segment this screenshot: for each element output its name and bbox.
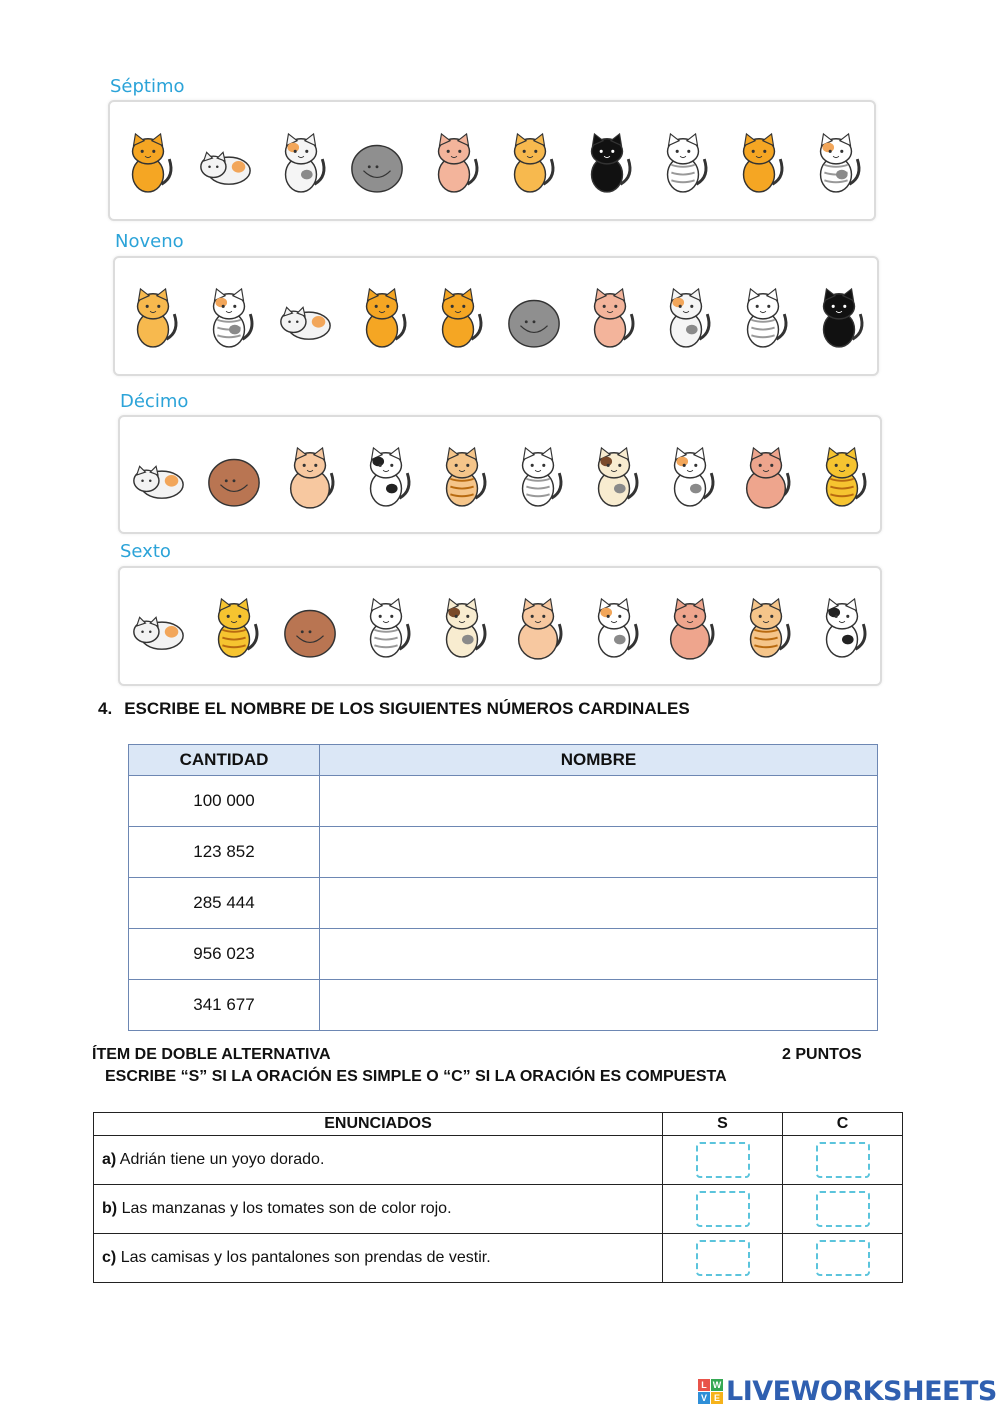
logo-letter: L xyxy=(698,1379,710,1391)
cat-icon xyxy=(737,435,795,515)
logo-text: LIVEWORKSHEETS xyxy=(726,1376,997,1407)
header-nombre: NOMBRE xyxy=(320,745,878,776)
cat-icon xyxy=(737,586,795,666)
cat-icon xyxy=(501,121,559,201)
table-row xyxy=(94,1136,903,1185)
cardinal-table xyxy=(128,744,878,1031)
quantity-cell: 100 000 xyxy=(129,776,320,827)
cat-icon xyxy=(129,435,187,515)
statement-cell xyxy=(94,1136,663,1185)
quantity-cell: 956 023 xyxy=(129,929,320,980)
cat-row-sexto xyxy=(118,566,882,686)
cat-icon xyxy=(119,121,177,201)
name-answer-field[interactable] xyxy=(320,827,878,878)
cat-icon xyxy=(281,586,339,666)
cat-icon xyxy=(348,121,406,201)
quantity-cell: 285 444 xyxy=(129,878,320,929)
table-row xyxy=(129,980,878,1031)
header-c: C xyxy=(783,1113,903,1136)
cat-icon xyxy=(433,435,491,515)
cat-row-septimo xyxy=(108,100,876,221)
table-row xyxy=(94,1234,903,1283)
cat-icon xyxy=(433,586,491,666)
cat-icon xyxy=(200,276,258,356)
cat-icon xyxy=(357,586,415,666)
cat-icon xyxy=(281,435,339,515)
answer-box-s[interactable] xyxy=(696,1142,750,1178)
liveworksheets-logo xyxy=(698,1376,997,1407)
cat-icon xyxy=(425,121,483,201)
statement-letter: b) xyxy=(102,1200,118,1217)
cat-icon xyxy=(124,276,182,356)
table-row xyxy=(94,1185,903,1234)
cat-icon xyxy=(657,276,715,356)
cat-icon xyxy=(813,435,871,515)
logo-letter: V xyxy=(698,1392,710,1404)
statement-text: Adrián tiene un yoyo dorado. xyxy=(119,1151,325,1168)
answer-cell-s xyxy=(663,1185,783,1234)
quantity-cell: 123 852 xyxy=(129,827,320,878)
answer-box-c[interactable] xyxy=(816,1142,870,1178)
cat-icon xyxy=(585,586,643,666)
statement-letter: c) xyxy=(102,1249,117,1266)
cat-icon xyxy=(578,121,636,201)
cat-icon xyxy=(509,435,567,515)
answer-cell-c xyxy=(783,1234,903,1283)
answer-cell-s xyxy=(663,1136,783,1185)
cat-icon xyxy=(205,586,263,666)
cat-icon xyxy=(730,121,788,201)
cat-icon xyxy=(734,276,792,356)
cat-icon xyxy=(276,276,334,356)
answer-box-s[interactable] xyxy=(696,1191,750,1227)
table-row xyxy=(129,929,878,980)
cat-icon xyxy=(509,586,567,666)
header-s: S xyxy=(663,1113,783,1136)
question-number: 4. xyxy=(98,699,113,718)
name-answer-field[interactable] xyxy=(320,878,878,929)
cat-icon xyxy=(813,586,871,666)
cat-icon xyxy=(585,435,643,515)
cat-icon xyxy=(505,276,563,356)
name-answer-field[interactable] xyxy=(320,929,878,980)
cat-row-decimo xyxy=(118,415,882,534)
statement-text: Las manzanas y los tomates son de color rojo. xyxy=(121,1200,452,1217)
cat-icon xyxy=(353,276,411,356)
name-answer-field[interactable] xyxy=(320,980,878,1031)
table-row xyxy=(129,827,878,878)
item-points: 2 PUNTOS xyxy=(782,1046,862,1063)
answer-box-c[interactable] xyxy=(816,1240,870,1276)
answer-cell-c xyxy=(783,1185,903,1234)
answer-box-c[interactable] xyxy=(816,1191,870,1227)
statements-table xyxy=(93,1112,903,1283)
answer-cell-s xyxy=(663,1234,783,1283)
item-title: ÍTEM DE DOBLE ALTERNATIVA xyxy=(92,1046,331,1063)
item-instruction: ESCRIBE “S” SI LA ORACIÓN ES SIMPLE O “C” SI LA ORACIÓN ES COMPUESTA xyxy=(105,1068,727,1085)
cat-icon xyxy=(581,276,639,356)
answer-box-s[interactable] xyxy=(696,1240,750,1276)
statement-text: Las camisas y los pantalones son prendas de vestir. xyxy=(120,1249,491,1266)
statement-letter: a) xyxy=(102,1151,117,1168)
cat-icon xyxy=(129,586,187,666)
cat-icon xyxy=(196,121,254,201)
section-label-septimo: Séptimo xyxy=(110,76,185,97)
cat-icon xyxy=(807,121,865,201)
cat-icon xyxy=(272,121,330,201)
section-label-noveno: Noveno xyxy=(115,231,184,252)
statement-cell xyxy=(94,1185,663,1234)
section-label-decimo: Décimo xyxy=(120,391,189,412)
statement-cell xyxy=(94,1234,663,1283)
cat-icon xyxy=(661,586,719,666)
cat-icon xyxy=(810,276,868,356)
table-row xyxy=(129,776,878,827)
header-enunciados: ENUNCIADOS xyxy=(94,1113,663,1136)
logo-letter: W xyxy=(712,1380,722,1390)
answer-cell-c xyxy=(783,1136,903,1185)
cat-icon xyxy=(654,121,712,201)
section-label-sexto: Sexto xyxy=(120,541,171,562)
cat-icon xyxy=(357,435,415,515)
table-row xyxy=(129,878,878,929)
header-cantidad: CANTIDAD xyxy=(129,745,320,776)
question-text: ESCRIBE EL NOMBRE DE LOS SIGUIENTES NÚMEROS CARDINALES xyxy=(124,699,690,718)
logo-letter: E xyxy=(711,1392,723,1404)
quantity-cell: 341 677 xyxy=(129,980,320,1031)
cat-icon xyxy=(205,435,263,515)
cat-icon xyxy=(429,276,487,356)
logo-icon xyxy=(698,1379,723,1404)
question-4-title xyxy=(98,699,690,719)
cat-row-noveno xyxy=(113,256,879,376)
cat-icon xyxy=(661,435,719,515)
name-answer-field[interactable] xyxy=(320,776,878,827)
